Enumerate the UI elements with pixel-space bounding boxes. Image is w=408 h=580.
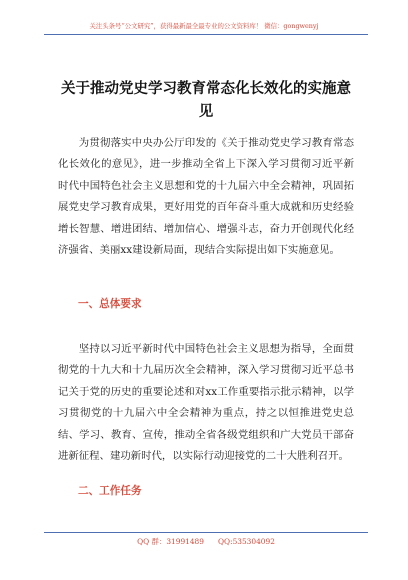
section-heading-general-requirements: 一、总体要求 [78, 298, 142, 310]
footer-divider [44, 532, 368, 533]
document-title: 关于推动党史学习教育常态化长效化的实施意见 [61, 81, 351, 120]
header-divider [44, 34, 368, 35]
footer-qq-group: QQ 群：31991489 [137, 537, 204, 546]
footer-qq: QQ:535304092 [217, 537, 275, 546]
section-heading-work-tasks: 二、工作任务 [78, 485, 142, 497]
intro-paragraph: 为贯彻落实中央办公厅印发的《关于推动党史学习教育常态化长效化的意见》，进一步推动全省上下深入学习贯彻习近平新时代中国特色社会主义思想和党的十九届六中全会精神，巩固拓展党史学习教育成果，更好用党的百年奋斗重大成就和历史经验增长智慧、增进团结、增加信心、增强斗志，奋力开创现代化经济强省、美丽xx建设新局面，现结合实际提出如下实施意见。 [58, 137, 354, 257]
general-requirements-paragraph: 坚持以习近平新时代中国特色社会主义思想为指导，全面贯彻党的十九大和十九届历次全会精神，深入学习贯彻习近平总书记关于党的历史的重要论述和对xx工作重要指示批示精神，以学习贯彻党的十九届六中全会精神为重点，持之以恒推进党史总结、学习、教育、宣传，推动全省各级党组织和广大党员干部奋进新征程、建功新时代，以实际行动迎接党的二十大胜利召开。 [58, 343, 354, 463]
footer-contact [44, 537, 368, 547]
header-note: 关注头条号“公文研究”，获得最新最全最专业的公文资料库！ 微信：gongwenyj [89, 22, 319, 30]
